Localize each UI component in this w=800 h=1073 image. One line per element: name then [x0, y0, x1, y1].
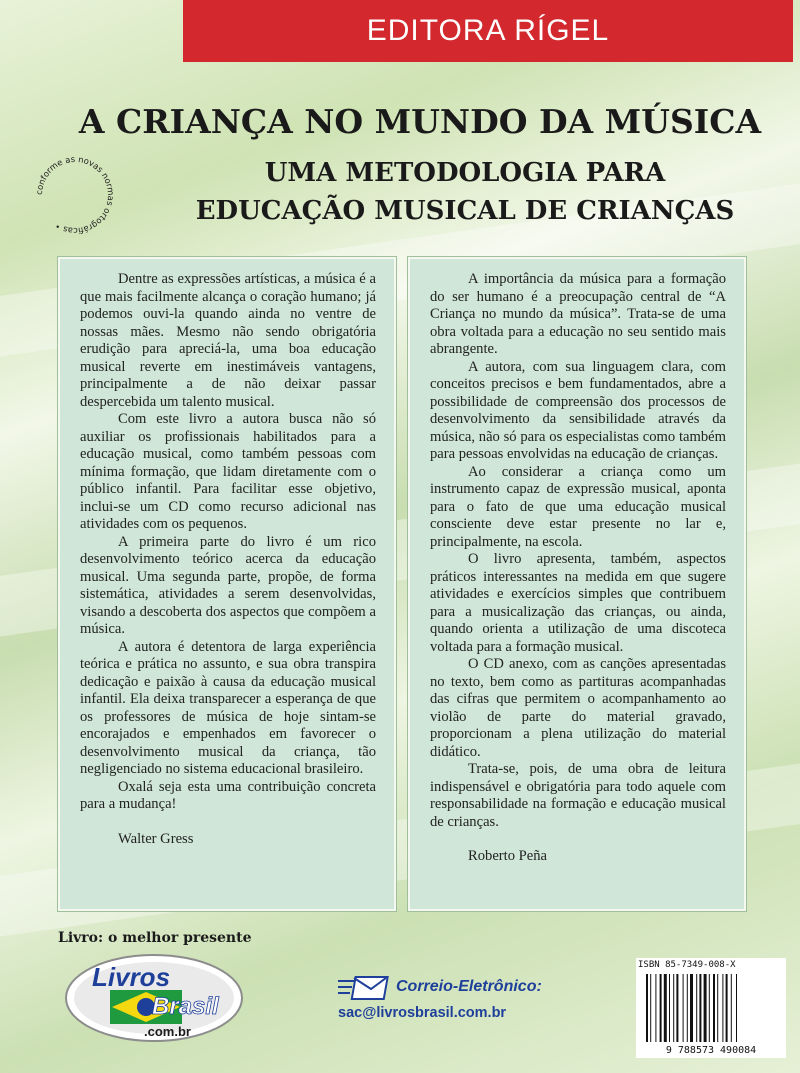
barcode-icon — [644, 974, 778, 1042]
barcode-bar — [683, 974, 684, 1042]
livros-brasil-logo — [62, 952, 247, 1044]
seal-text: conforme as novas normas ortográficas • — [33, 153, 117, 237]
barcode-bar — [687, 974, 688, 1042]
barcode-bar — [731, 974, 732, 1042]
left-signature: Walter Gress — [118, 830, 194, 847]
right-paragraph: A importância da música para a formação do ser humano é a preocupação central de “A Criança no mundo da música”. Trata-se de uma obra voltada para a educação no seu sentido mais abrangente. — [430, 271, 726, 357]
book-title: A CRIANÇA NO MUNDO DA MÚSICA — [78, 102, 762, 141]
left-text-panel — [58, 257, 396, 911]
barcode-bar — [709, 974, 710, 1042]
publisher-banner — [183, 0, 793, 62]
email-block — [338, 975, 558, 1035]
barcode-bar — [722, 974, 723, 1042]
right-paragraph: O CD anexo, com as canções apresentadas no texto, bem como as partituras acompanhadas das cifras que permitem o acompanhamento ao violão de parte do material gravado, proporcionam a plena utilização do material didático. — [430, 656, 726, 760]
barcode-bar — [699, 974, 701, 1042]
barcode-bar — [690, 974, 693, 1042]
barcode-bar — [726, 974, 728, 1042]
isbn-barcode-box — [636, 958, 786, 1058]
barcode-bar — [664, 974, 667, 1042]
barcode-bar — [696, 974, 697, 1042]
svg-text:conforme as novas normas ortog — [34, 154, 116, 236]
right-signature: Roberto Peña — [468, 848, 548, 864]
email-label: Correio-Eletrônico: — [396, 978, 542, 995]
left-paragraph: A primeira parte do livro é um rico desenvolvimento teórico acerca da educação musical. Uma segunda parte, propõe, de forma sistemática, atividades a serem desenvolvidas, visando a descoberta dos aspectos que compõem a música. — [80, 533, 376, 637]
right-paragraph: Trata-se, pois, de uma obra de leitura indispensável e obrigatória para todo aquele com responsabilidade na formação e educação musical de crianças. — [430, 761, 726, 830]
left-paragraph: Oxalá seja esta uma contribuição concreta para a mudança! — [80, 778, 376, 812]
right-paragraph: Ao considerar a criança como um instrumento capaz de expressão musical, aponta para o fato de que uma educação musical consciente deve estar presente no lar e, principalmente, na escola. — [430, 463, 726, 550]
orthography-seal-icon — [30, 150, 120, 240]
barcode-bar — [717, 974, 718, 1042]
isbn-text: ISBN 85-7349-008-X — [638, 960, 736, 970]
email-link[interactable]: sac@livrosbrasil.com.br — [338, 1005, 507, 1021]
publisher-name: EDITORA RÍGEL — [366, 14, 610, 47]
barcode-bar — [650, 974, 651, 1042]
left-paragraph: Dentre as expressões artísticas, a música é a que mais facilmente alcança o coração humano; já podemos ouvi-la quando ainda no ventre de nossas mães. Mesmo não sendo obrigatória erudição para apreciá-la, uma boa educação musical reverte em inestimáveis vantagens, principalmente a de não deixar passar despercebida um talento musical. — [80, 271, 376, 410]
logo-word-brasil: Brasil — [152, 993, 219, 1020]
tagline: Livro: o melhor presente — [58, 930, 252, 946]
right-paragraph: A autora, com sua linguagem clara, com conceitos precisos e bem fundamentados, abre a possibilidade de compreensão dos processos de desenvolvimento da sensibilidade através da música, não só para os especialistas como também para pessoas envolvidas na educação de crianças. — [430, 358, 726, 462]
barcode-bar — [673, 974, 674, 1042]
logo-word-livros: Livros — [92, 962, 171, 992]
barcode-bar — [660, 974, 662, 1042]
right-paragraph: O livro apresenta, também, aspectos práticos interessantes na medida em que sugere atividades e exercícios simples que contribuem para a musicalização das crianças, ou ainda, quando orienta a utilização de uma discoteca voltada para a formação musical. — [430, 551, 726, 655]
logo-domain: .com.br — [144, 1024, 191, 1039]
barcode-bar — [669, 974, 670, 1042]
barcode-bar — [704, 974, 707, 1042]
barcode-bar — [713, 974, 715, 1042]
barcode-bar — [736, 974, 737, 1042]
subtitle-line-1: UMA METODOLOGIA PARA — [264, 158, 666, 188]
left-paragraph: Com este livro a autora busca não só auxiliar os profissionais habilitados para a educação musical, como também pessoas com mínima formação, que lidam diretamente com o público infantil. Para facilitar esse objetivo, inclui-se um CD como recurso adicional nas atividades com os pequenos. — [80, 411, 376, 532]
barcode-bar — [676, 974, 678, 1042]
envelope-icon — [338, 975, 390, 1003]
left-paragraph: A autora é detentora de larga experiência teórica e prática no assunto, e sua obra transpira dedicação e paixão à causa da educação musical infantil. Ela deixa transparecer a esperança de que os professores de música de hoje sintam-se encorajados e empenhados em favorecer o desenvolvimento musical da criança, tão negligenciado no sistema educacional brasileiro. — [80, 638, 376, 777]
barcode-number: 9 788573 490084 — [665, 1045, 757, 1056]
barcode-bar — [655, 974, 656, 1042]
subtitle-line-2: EDUCAÇÃO MUSICAL DE CRIANÇAS — [195, 196, 735, 226]
barcode-bar — [646, 974, 648, 1042]
right-text-panel — [408, 257, 746, 911]
